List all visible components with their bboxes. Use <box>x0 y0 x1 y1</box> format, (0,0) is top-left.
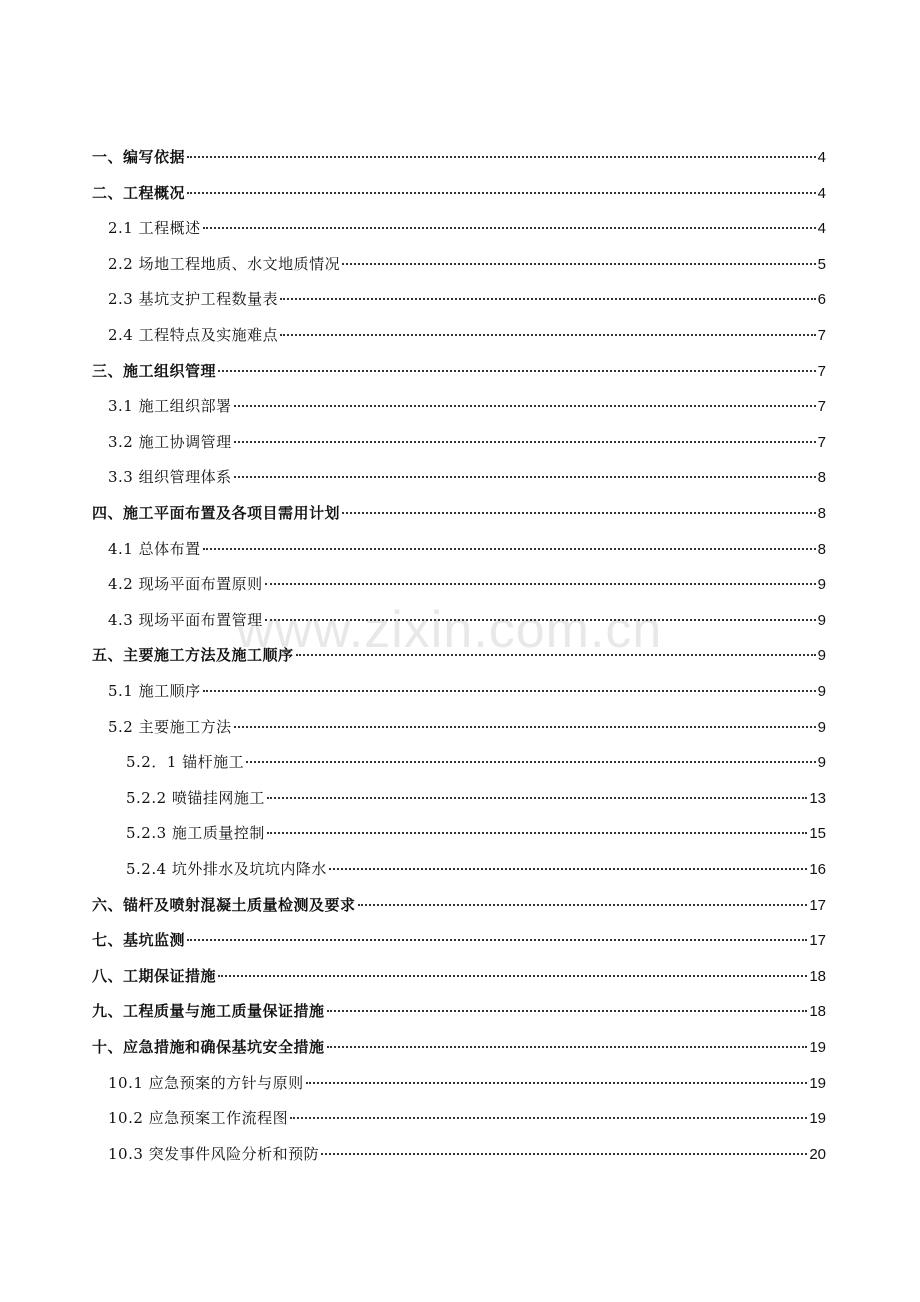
toc-entry[interactable] <box>126 781 826 815</box>
dot-leader <box>342 262 816 265</box>
toc-entry-page-number: 9 <box>817 576 826 594</box>
toc-entry[interactable] <box>108 1066 826 1100</box>
toc-entry-title: 4.1 总体布置 <box>108 539 201 558</box>
toc-entry-page-number: 18 <box>809 1003 826 1021</box>
toc-entry-page-number: 9 <box>817 611 826 629</box>
toc-entry-title: 10.1 应急预案的方针与原则 <box>108 1073 304 1092</box>
dot-leader <box>296 653 816 656</box>
toc-entry-page-number: 9 <box>817 754 826 772</box>
toc-entry-title: 四、施工平面布置及各项目需用计划 <box>92 504 341 522</box>
toc-entry[interactable] <box>92 923 826 957</box>
toc-entry-page-number: 20 <box>809 1145 826 1163</box>
toc-entry-title: 5.1 施工顺序 <box>108 682 201 700</box>
toc-entry-page-number: 7 <box>817 327 826 344</box>
toc-entry-title: 5.2.4 坑外排水及坑坑内降水 <box>126 860 327 878</box>
toc-entry-title: 5.2 主要施工方法 <box>108 717 232 736</box>
toc-entry-title: 八、工期保证措施 <box>92 966 217 985</box>
dot-leader <box>218 369 816 372</box>
toc-entry-title: 2.2 场地工程地质、水文地质情况 <box>108 254 341 273</box>
dot-leader <box>203 547 816 550</box>
toc-entry-title: 一、编写依据 <box>92 148 186 166</box>
toc-entry-page-number: 9 <box>817 683 826 700</box>
dot-leader <box>234 404 816 407</box>
toc-entry[interactable] <box>108 247 826 281</box>
toc-entry-title: 4.3 现场平面布置管理 <box>108 610 263 629</box>
toc-entry[interactable] <box>108 710 826 744</box>
toc-entry[interactable] <box>92 354 826 388</box>
toc-entry[interactable] <box>92 176 826 210</box>
toc-entry[interactable] <box>108 1101 826 1135</box>
toc-entry[interactable] <box>92 994 826 1028</box>
toc-entry[interactable] <box>108 1137 826 1171</box>
toc-entry[interactable] <box>108 674 826 708</box>
dot-leader <box>321 1152 807 1155</box>
toc-entry-page-number: 8 <box>817 469 826 487</box>
toc-entry-title: 三、施工组织管理 <box>92 361 217 380</box>
toc-entry-page-number: 5 <box>817 255 826 273</box>
dot-leader <box>187 938 807 941</box>
dot-leader <box>265 618 816 621</box>
dot-leader <box>329 867 807 870</box>
dot-leader <box>218 974 807 977</box>
dot-leader <box>234 475 816 478</box>
dot-leader <box>234 725 816 728</box>
dot-leader <box>234 440 816 443</box>
toc-entry-title: 10.2 应急预案工作流程图 <box>108 1109 289 1128</box>
toc-entry-page-number: 9 <box>817 647 826 665</box>
toc-entry-page-number: 6 <box>817 291 826 309</box>
dot-leader <box>327 1009 808 1012</box>
toc-entry[interactable] <box>108 532 826 566</box>
toc-entry[interactable] <box>92 1030 826 1064</box>
toc-entry[interactable] <box>108 282 826 316</box>
toc-entry-page-number: 16 <box>809 861 826 878</box>
dot-leader <box>342 511 816 514</box>
toc-entry-page-number: 8 <box>817 540 826 558</box>
dot-leader <box>187 191 816 194</box>
toc-entry-page-number: 17 <box>809 932 826 950</box>
toc-entry[interactable] <box>126 745 826 779</box>
toc-entry-title: 4.2 现场平面布置原则 <box>108 575 263 594</box>
toc-entry[interactable] <box>108 425 826 459</box>
toc-entry-title: 2.3 基坑支护工程数量表 <box>108 290 279 309</box>
toc-entry[interactable] <box>108 460 826 494</box>
dot-leader <box>203 689 816 692</box>
toc-entry[interactable] <box>92 496 826 530</box>
toc-entry[interactable] <box>126 852 826 886</box>
dot-leader <box>267 831 807 834</box>
toc-entry-page-number: 7 <box>817 362 826 380</box>
toc-entry-title: 5.2.2 喷锚挂网施工 <box>126 788 265 807</box>
toc-entry[interactable] <box>108 603 826 637</box>
toc-entry-title: 九、工程质量与施工质量保证措施 <box>92 1002 325 1021</box>
toc-entry-title: 5.2．1 锚杆施工 <box>126 753 245 772</box>
toc-entry[interactable] <box>92 638 826 672</box>
toc-entry-page-number: 13 <box>809 789 826 807</box>
toc-entry[interactable] <box>92 888 826 922</box>
toc-entry-title: 3.3 组织管理体系 <box>108 468 232 487</box>
toc-entry-page-number: 7 <box>817 433 826 451</box>
toc-entry-title: 十、应急措施和确保基坑安全措施 <box>92 1038 325 1056</box>
toc-entry-title: 3.2 施工协调管理 <box>108 432 232 451</box>
dot-leader <box>280 297 816 300</box>
toc-entry-page-number: 9 <box>817 718 826 736</box>
toc-entry-title: 5.2.3 施工质量控制 <box>126 824 265 843</box>
toc-entry-page-number: 15 <box>809 825 826 843</box>
toc-entry-page-number: 17 <box>809 896 826 914</box>
toc-entry-title: 2.1 工程概述 <box>108 219 201 238</box>
dot-leader <box>280 333 816 336</box>
toc-entry-title: 2.4 工程特点及实施难点 <box>108 326 279 344</box>
dot-leader <box>306 1081 808 1084</box>
toc-entry[interactable] <box>108 211 826 245</box>
toc-entry-title: 六、锚杆及喷射混凝土质量检测及要求 <box>92 895 356 914</box>
toc-entry-title: 五、主要施工方法及施工顺序 <box>92 646 294 665</box>
toc-entry-title: 七、基坑监测 <box>92 931 186 950</box>
dot-leader <box>290 1116 807 1119</box>
toc-entry-page-number: 19 <box>809 1039 826 1056</box>
toc-entry[interactable] <box>126 816 826 850</box>
toc-entry-page-number: 19 <box>809 1110 826 1128</box>
dot-leader <box>358 903 808 906</box>
toc-entry[interactable] <box>108 318 826 352</box>
toc-entry[interactable] <box>92 959 826 993</box>
watermark: www.zixin.com.cn <box>236 601 663 659</box>
toc-entry-page-number: 19 <box>809 1074 826 1092</box>
dot-leader <box>246 760 815 763</box>
toc-entry-page-number: 4 <box>817 220 826 238</box>
dot-leader <box>265 582 816 585</box>
toc-entry[interactable] <box>92 140 826 174</box>
toc-entry-page-number: 18 <box>809 967 826 985</box>
toc-entry-title: 二、工程概况 <box>92 183 186 202</box>
toc-entry-page-number: 8 <box>817 505 826 522</box>
toc-entry-page-number: 7 <box>817 398 826 416</box>
dot-leader <box>187 155 816 158</box>
toc-entry-title: 10.3 突发事件风险分析和预防 <box>108 1144 320 1163</box>
dot-leader <box>203 226 816 229</box>
toc-entry[interactable] <box>108 389 826 423</box>
toc-entry-page-number: 4 <box>817 184 826 202</box>
toc-entry-page-number: 4 <box>817 149 826 166</box>
dot-leader <box>327 1045 808 1048</box>
toc-entry-title: 3.1 施工组织部署 <box>108 397 232 416</box>
toc-entry[interactable] <box>108 567 826 601</box>
dot-leader <box>267 796 807 799</box>
